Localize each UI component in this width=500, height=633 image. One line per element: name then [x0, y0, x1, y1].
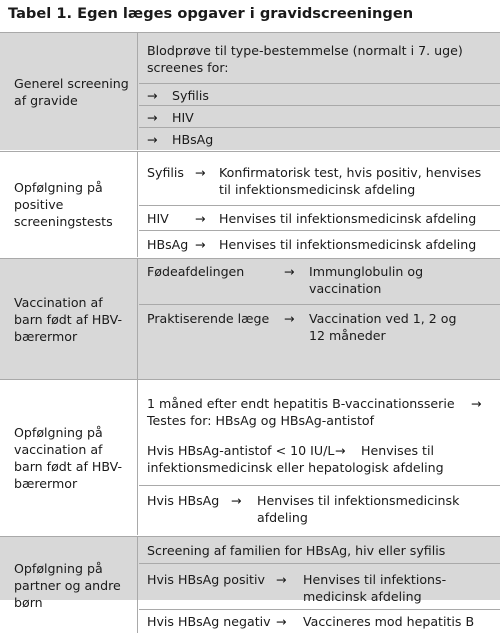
table-row-positive-followup: [0, 151, 500, 257]
arrow-right-icon: →: [147, 88, 158, 103]
row-content: [139, 152, 500, 257]
list-item-hbsag-positive: Hvis HBsAg → Henvises til infektionsmedicinsk afdeling: [139, 485, 500, 535]
list-item-hbsag: → HBsAg: [139, 127, 500, 150]
table-row-vaccination-followup: [0, 379, 500, 535]
arrow-right-icon: →: [284, 311, 295, 326]
row-label: Opfølgning på positive screeningstests: [0, 152, 138, 257]
row-content: [139, 259, 500, 379]
list-item-syfilis: → Syfilis: [139, 83, 500, 105]
list-item-birth-ward: Fødeafdelingen → Immunglobulin og vaccination: [147, 264, 424, 296]
arrow-right-icon: →: [276, 572, 287, 587]
row-content: [139, 537, 500, 633]
arrow-right-icon: →: [147, 110, 158, 125]
table-row-general-screening: [0, 33, 500, 150]
table-row-vaccination-child: [0, 258, 500, 379]
list-item-hiv: → HIV: [139, 105, 500, 127]
row-content: [139, 380, 500, 535]
table-title: Tabel 1. Egen læges opgaver i gravidscreeningen: [8, 5, 414, 22]
arrow-right-icon: →: [195, 211, 206, 226]
arrow-right-icon: →: [147, 132, 158, 147]
list-item-test-after-series: 1 måned efter endt hepatitis B-vaccinationsserie → Testes for: HBsAg og HBsAg-antistof: [147, 396, 482, 428]
arrow-right-icon: →: [276, 614, 287, 629]
intro-text: Blodprøve til type-bestemmelse (normalt i 7. uge) screenes for:: [147, 43, 463, 75]
table-row-partner-followup: [0, 536, 500, 629]
arrow-right-icon: →: [231, 493, 242, 508]
list-item-hiv: HIV → Henvises til infektionsmedicinsk afdeling: [139, 205, 500, 230]
row-label: Generel screening af gravide: [0, 33, 138, 150]
row-label: Vaccination af barn født af HBV- bærermor: [0, 259, 138, 379]
list-item-hbsag-negative: Hvis HBsAg negativ → Vaccineres mod hepatitis B: [139, 609, 500, 633]
list-item-hbsag-positive: Hvis HBsAg positiv → Henvises til infektions- medicinsk afdeling: [139, 563, 500, 609]
list-item-hbsag: HBsAg → Henvises til infektionsmedicinsk afdeling: [139, 230, 500, 257]
arrow-right-icon: →: [195, 237, 206, 252]
list-item-family-screening: Screening af familien for HBsAg, hiv eller syfilis: [147, 543, 446, 558]
row-label: Opfølgning på partner og andre børn: [0, 537, 138, 633]
list-item-gp: Praktiserende læge → Vaccination ved 1, 2 og 12 måneder: [139, 304, 500, 379]
arrow-right-icon: →: [284, 264, 295, 279]
arrow-right-icon: →: [195, 165, 206, 180]
list-item-syfilis: Syfilis → Konfirmatorisk test, hvis positiv, henvises til infektionsmedicinsk afdeling: [147, 165, 482, 197]
arrow-right-icon: →: [471, 396, 482, 411]
row-label: Opfølgning på vaccination af barn født af HBV- bærermor: [0, 380, 138, 535]
list-item-antibody-low: Hvis HBsAg-antistof < 10 IU/L → Henvises til infektionsmedicinsk eller hepatologisk afdeling: [147, 443, 444, 475]
screening-table: [0, 32, 500, 629]
row-content: [139, 33, 500, 150]
arrow-right-icon: →: [335, 443, 346, 458]
